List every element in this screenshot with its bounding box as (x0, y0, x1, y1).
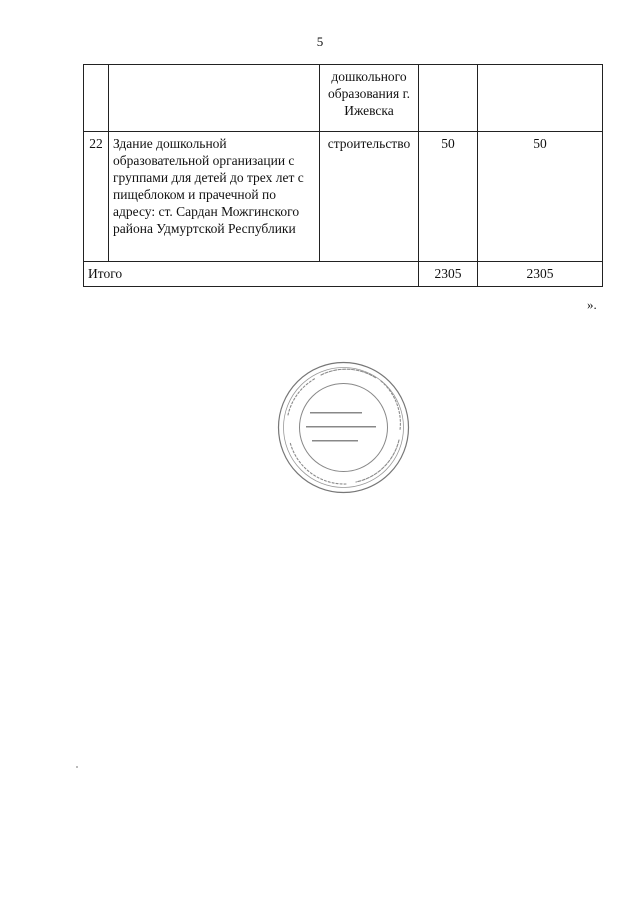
value1-cell (419, 65, 478, 132)
work-type-cell: дошкольного образования г. Ижевска (320, 65, 419, 132)
object-name-cell (109, 65, 320, 132)
total-value2-cell: 2305 (478, 262, 603, 287)
closing-quote: ». (587, 297, 597, 312)
scan-speck (76, 766, 78, 768)
total-label-cell: Итого (84, 262, 419, 287)
value2-cell: 50 (478, 132, 603, 262)
total-value1-cell: 2305 (419, 262, 478, 287)
table-row-continuation (84, 65, 603, 132)
row-number-cell: 22 (84, 132, 109, 262)
objects-table (83, 64, 603, 287)
value2-cell (478, 65, 603, 132)
value1-cell: 50 (419, 132, 478, 262)
official-stamp (276, 360, 411, 495)
table-row-total (84, 262, 603, 287)
row-number-cell (84, 65, 109, 132)
object-name-cell: Здание дошкольной образовательной организации с группами для детей до трех лет с пищеблоком и прачечной по адресу: ст. Сардан Можгинского района Удмуртской Республики (109, 132, 320, 262)
table-row-22 (84, 132, 603, 262)
page-number: 5 (316, 34, 324, 49)
work-type-cell: строительство (320, 132, 419, 262)
